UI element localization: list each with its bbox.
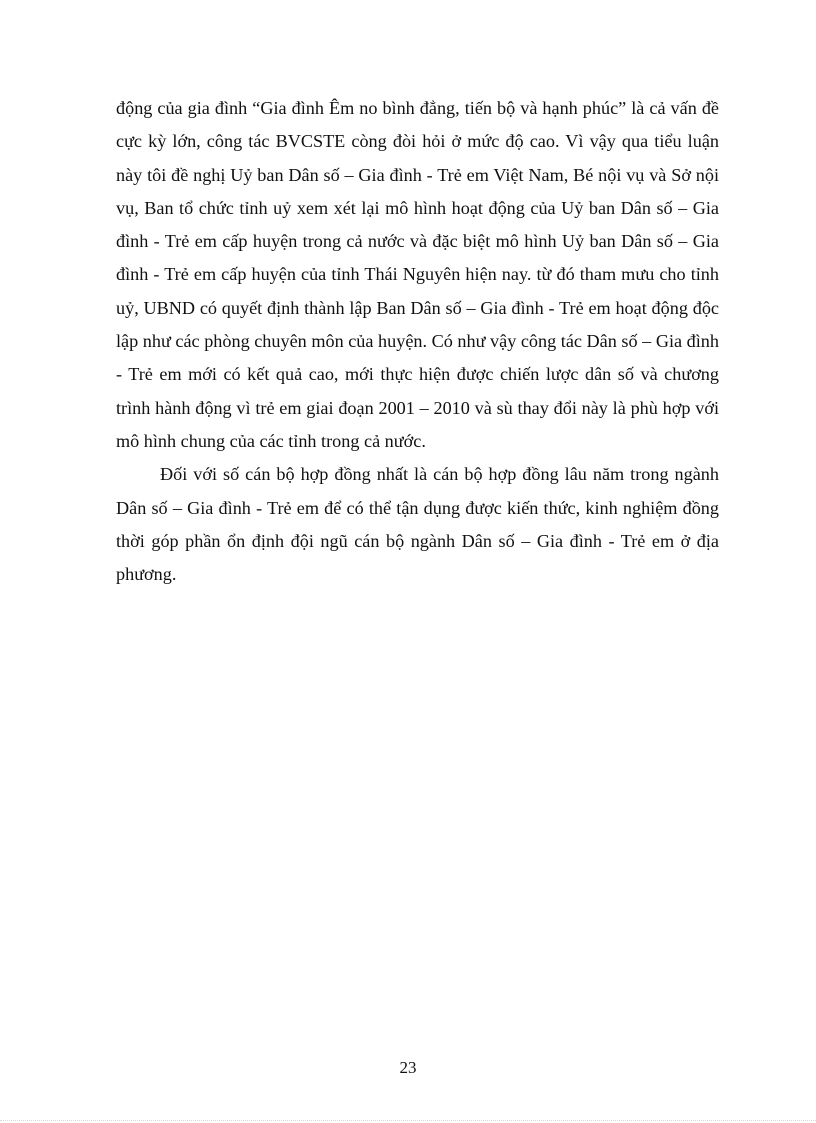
paragraph-continuation: động của gia đình “Gia đình Êm no bình đẳng, tiến bộ và hạnh phúc” là cả vấn đề cực kỳ lớn, công tác BVCSTE còng đòi hỏi ở mức độ cao. Vì vậy qua tiểu luận này tôi đề nghị Uỷ ban Dân số – Gia đình - Trẻ em Việt Nam, Bé nội vụ và Sở nội vụ, Ban tổ chức tỉnh uỷ xem xét lại mô hình hoạt động của Uỷ ban Dân số – Gia đình - Trẻ em cấp huyện trong cả nước và đặc biệt mô hình Uỷ ban Dân số – Gia đình - Trẻ em cấp huyện của tỉnh Thái Nguyên hiện nay. từ đó tham mưu cho tỉnh uỷ, UBND có quyết định thành lập Ban Dân số – Gia đình - Trẻ em hoạt động độc lập như các phòng chuyên môn của huyện. Có như vậy công tác Dân số – Gia đình - Trẻ em mới có kết quả cao, mới thực hiện được chiến lược dân số và chương trình hành động vì trẻ em giai đoạn 2001 – 2010 và sù thay đổi này là phù hợp với mô hình chung của các tỉnh trong cả nước. (116, 98, 719, 451)
page-number: 23 (399, 1058, 417, 1077)
body-text (116, 92, 719, 591)
paragraph-contract-staff: Đối với số cán bộ hợp đồng nhất là cán bộ hợp đồng lâu năm trong ngành Dân số – Gia đình - Trẻ em để có thể tận dụng được kiến thức, kinh nghiệm đồng thời góp phần ổn định đội ngũ cán bộ ngành Dân số – Gia đình - Trẻ em ở địa phương. (116, 464, 719, 585)
page-bottom-divider (0, 1120, 816, 1121)
